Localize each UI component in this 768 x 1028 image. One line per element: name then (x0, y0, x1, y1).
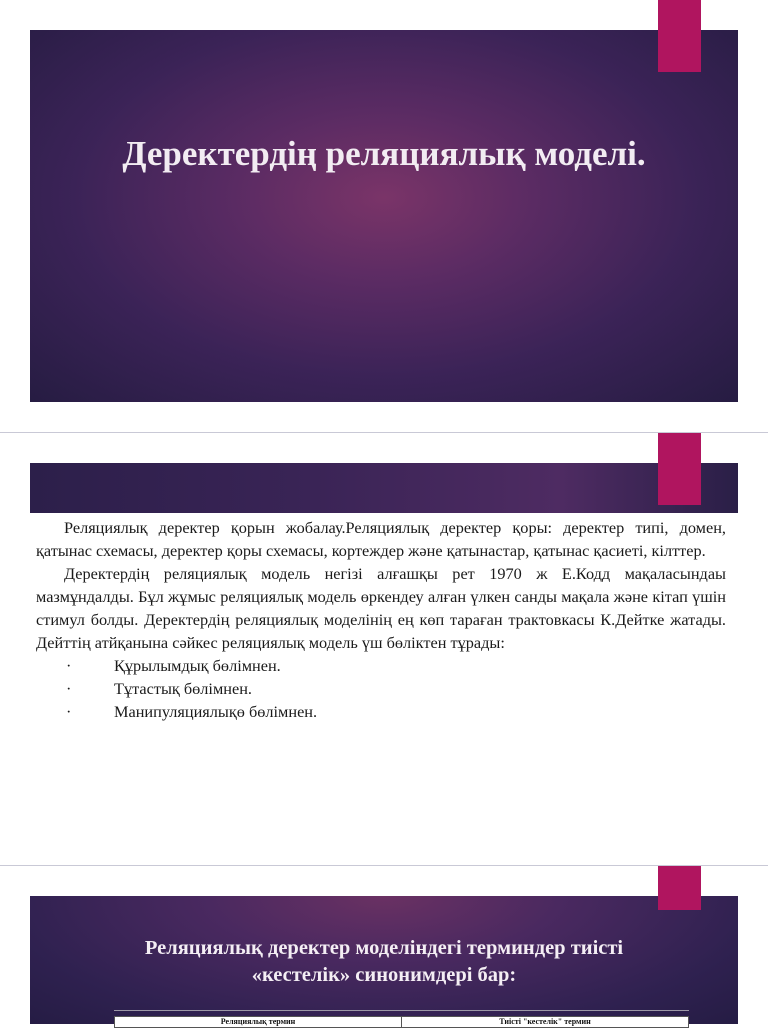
terms-table-header (114, 1016, 689, 1028)
list-item-text: Тұтастық бөлімнен. (114, 679, 252, 698)
bullet-dot: · (66, 656, 72, 675)
divider (114, 1010, 689, 1011)
list-item (36, 654, 726, 677)
slide1-background (30, 30, 738, 402)
bullet-dot: · (66, 679, 72, 698)
slide3-accent-tab (658, 866, 701, 910)
list-item-text: Манипуляциялықө бөлімнен. (114, 702, 318, 721)
slide-separator (0, 865, 768, 866)
list-item (36, 677, 726, 700)
slide-separator (0, 432, 768, 433)
slide1-title: Деректердің реляциялық моделі. (122, 134, 646, 173)
table-header-cell: Реляциялық термин (220, 1017, 296, 1026)
paragraph: Деректердің реляциялық модель негізі алғашқы рет 1970 ж Е.Кодд мақаласындаы мазмұндалды. Бұл жұмыс реляциялық модель өркендеу алған үлкен санды мақала және кітап үшін стимул болды. Деректердің реляциялық моделінің ең көп тараған трактовкасы К.Дейтке жатады. Дейттің атйқанына сәйкес реляциялық модель үш бөліктен тұрады: (36, 564, 726, 652)
table-header-cell: Тиісті "кестелік" термин (401, 1017, 688, 1027)
slide3-title-line2: «кестелік» синонимдері бар: (251, 964, 517, 986)
slide1-accent-tab (658, 0, 701, 72)
slide3-title-line1: Реляциялық деректер моделіндегі терминдер тиісті (144, 937, 624, 959)
paragraph: Реляциялық деректер қорын жобалау.Реляциялық деректер қоры: деректер типі, домен, қатынас схемасы, деректер қоры схемасы, кортеждер және қатынастар, қатынас қасиеті, кілттер. (36, 518, 726, 560)
slide2-body (36, 516, 726, 723)
bullet-list (36, 654, 726, 723)
list-item-text: Құрылымдық бөлімнен. (114, 656, 281, 675)
slide2-header-band (30, 463, 738, 513)
bullet-dot: · (66, 702, 72, 721)
slide2-accent-tab (658, 433, 701, 505)
slide3-title (30, 935, 738, 989)
list-item (36, 700, 726, 723)
